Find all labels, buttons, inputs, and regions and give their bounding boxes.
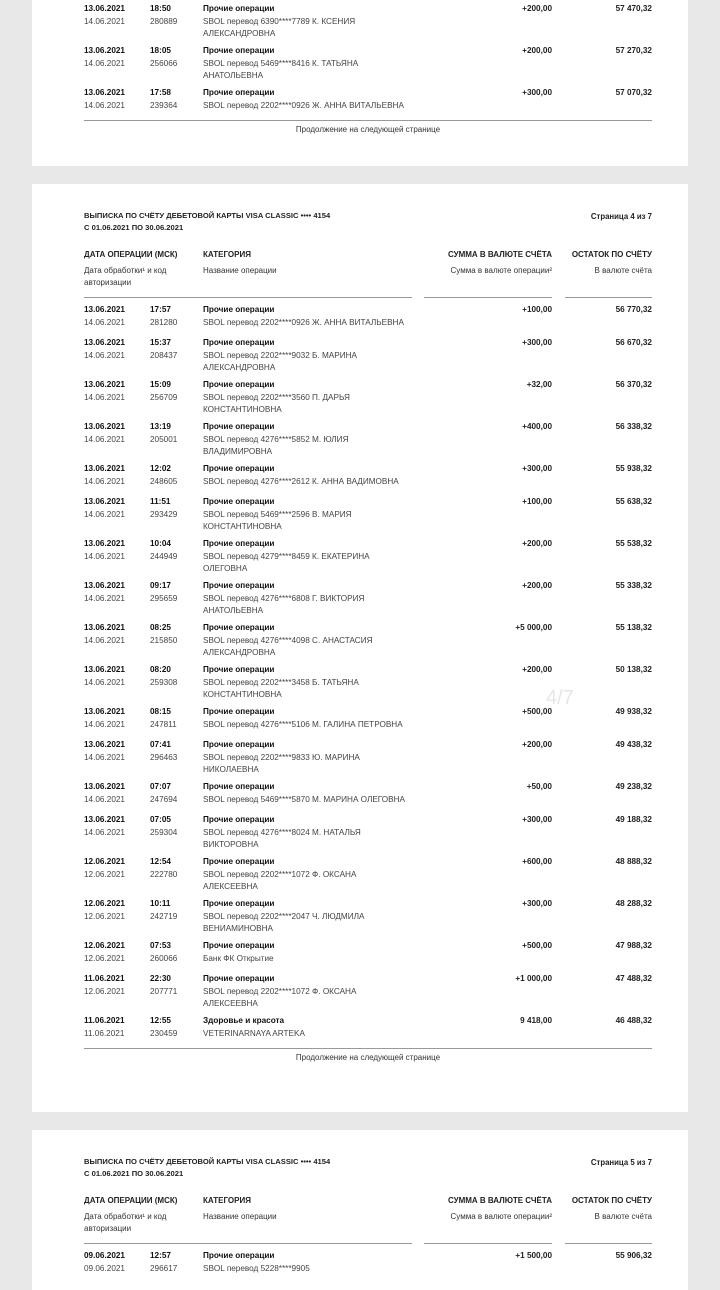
- auth-code: 295659: [150, 594, 178, 603]
- operation-time: 17:58: [150, 88, 171, 97]
- operation-description: SBOL перевод 4276****2612 К. АННА ВАДИМОВНА: [203, 477, 399, 486]
- row-date-cell: [84, 45, 146, 70]
- operation-date: 13.06.2021: [84, 46, 125, 55]
- operation-description: SBOL перевод 2202****1072 Ф. ОКСАНА АЛЕКСЕЕВНА: [203, 987, 357, 1008]
- statement-title: [84, 1156, 330, 1180]
- account-balance: 49 438,32: [615, 740, 652, 749]
- operation-date: 13.06.2021: [84, 782, 125, 791]
- row-time-cell: [150, 45, 202, 70]
- processing-date: 12.06.2021: [84, 870, 125, 879]
- operation-amount: +200,00: [522, 4, 552, 13]
- operation-date: 13.06.2021: [84, 665, 125, 674]
- header-underline: [565, 1243, 652, 1244]
- row-date-cell: [84, 739, 146, 764]
- operation-amount: +200,00: [522, 740, 552, 749]
- operation-time: 08:25: [150, 623, 171, 632]
- row-category-cell: [203, 622, 408, 659]
- account-balance: 56 670,32: [615, 338, 652, 347]
- statement-period: С 01.06.2021 ПО 30.06.2021: [84, 223, 184, 232]
- auth-code: 293429: [150, 510, 178, 519]
- row-date-cell: [84, 664, 146, 689]
- account-balance: 55 938,32: [615, 464, 652, 473]
- operation-amount: +500,00: [522, 707, 552, 716]
- col-header-date: [84, 249, 194, 289]
- operation-amount: +600,00: [522, 857, 552, 866]
- processing-date: 09.06.2021: [84, 1264, 125, 1273]
- account-balance: 49 188,32: [615, 815, 652, 824]
- auth-code: 239364: [150, 101, 178, 110]
- auth-code: 242719: [150, 912, 178, 921]
- row-time-cell: [150, 463, 202, 488]
- operation-amount: +300,00: [522, 338, 552, 347]
- operation-date: 13.06.2021: [84, 581, 125, 590]
- auth-code: 281280: [150, 318, 178, 327]
- operation-description: SBOL перевод 2202****1072 Ф. ОКСАНА АЛЕКСЕЕВНА: [203, 870, 357, 891]
- auth-code: 205001: [150, 435, 178, 444]
- operation-amount: +300,00: [522, 899, 552, 908]
- operation-time: 08:20: [150, 665, 171, 674]
- operation-description: SBOL перевод 4276****5852 М. ЮЛИЯ ВЛАДИМИРОВНА: [203, 435, 349, 456]
- operation-amount: +300,00: [522, 815, 552, 824]
- operation-category: Прочие операции: [203, 581, 275, 590]
- row-time-cell: [150, 337, 202, 362]
- account-balance: 56 770,32: [615, 305, 652, 314]
- row-time-cell: [150, 304, 202, 329]
- col-header-category: [203, 249, 403, 277]
- operation-description: SBOL перевод 5469****2596 В. МАРИЯ КОНСТАНТИНОВНА: [203, 510, 352, 531]
- auth-code: 280889: [150, 17, 178, 26]
- processing-date: 14.06.2021: [84, 351, 125, 360]
- operation-amount: +50,00: [526, 782, 552, 791]
- operation-description: SBOL перевод 2202****2047 Ч. ЛЮДМИЛА ВЕНИАМИНОВНА: [203, 912, 365, 933]
- row-category-cell: [203, 496, 408, 533]
- col-balance-title: ОСТАТОК ПО СЧЁТУ: [571, 250, 652, 259]
- statement-period: С 01.06.2021 ПО 30.06.2021: [84, 1169, 184, 1178]
- account-balance: 48 888,32: [615, 857, 652, 866]
- operation-date: 13.06.2021: [84, 740, 125, 749]
- operation-amount: +200,00: [522, 665, 552, 674]
- operation-category: Прочие операции: [203, 422, 275, 431]
- auth-code: 230459: [150, 1029, 178, 1038]
- operation-time: 07:05: [150, 815, 171, 824]
- auth-code: 247694: [150, 795, 178, 804]
- operation-time: 17:57: [150, 305, 171, 314]
- row-date-cell: [84, 87, 146, 112]
- row-date-cell: [84, 421, 146, 446]
- row-time-cell: [150, 706, 202, 731]
- auth-code: 208437: [150, 351, 178, 360]
- processing-date: 14.06.2021: [84, 795, 125, 804]
- operation-description: SBOL перевод 4279****8459 К. ЕКАТЕРИНА ОЛЕГОВНА: [203, 552, 370, 573]
- operation-time: 11:51: [150, 497, 171, 506]
- operation-date: 13.06.2021: [84, 380, 125, 389]
- auth-code: 296617: [150, 1264, 178, 1273]
- operation-date: 11.06.2021: [84, 1016, 125, 1025]
- row-date-cell: [84, 337, 146, 362]
- operation-category: Прочие операции: [203, 974, 275, 983]
- row-time-cell: [150, 1015, 202, 1040]
- operation-date: 12.06.2021: [84, 899, 125, 908]
- row-date-cell: [84, 580, 146, 605]
- row-category-cell: [203, 337, 408, 374]
- row-category-cell: [203, 463, 408, 488]
- page-number: Страница 5 из 7: [590, 1158, 652, 1167]
- continued-note: Продолжение на следующей странице: [295, 125, 441, 134]
- auth-code: 259308: [150, 678, 178, 687]
- header-underline: [424, 1243, 552, 1244]
- operation-date: 09.06.2021: [84, 1251, 125, 1260]
- col-header-date: [84, 1195, 194, 1235]
- row-category-cell: [203, 856, 408, 893]
- page-number: Страница 4 из 7: [590, 212, 652, 221]
- row-date-cell: [84, 379, 146, 404]
- col-balance-subtitle: В валюте счёта: [594, 1212, 652, 1221]
- col-amount-title: СУММА В ВАЛЮТЕ СЧЁТА: [447, 1196, 552, 1205]
- operation-category: Прочие операции: [203, 782, 275, 791]
- row-category-cell: [203, 379, 408, 416]
- row-category-cell: [203, 814, 408, 851]
- col-header-category: [203, 1195, 403, 1223]
- row-category-cell: [203, 898, 408, 935]
- row-time-cell: [150, 87, 202, 112]
- operation-amount: +200,00: [522, 539, 552, 548]
- operation-time: 12:54: [150, 857, 171, 866]
- row-time-cell: [150, 622, 202, 647]
- operation-date: 11.06.2021: [84, 974, 125, 983]
- operation-description: VETERINARNAYA ARTEKA: [203, 1029, 305, 1038]
- operation-date: 13.06.2021: [84, 707, 125, 716]
- row-date-cell: [84, 538, 146, 563]
- operation-description: SBOL перевод 2202****3458 Б. ТАТЬЯНА КОНСТАНТИНОВНА: [203, 678, 359, 699]
- operation-category: Прочие операции: [203, 815, 275, 824]
- operation-time: 15:09: [150, 380, 171, 389]
- row-category-cell: [203, 739, 408, 776]
- operation-date: 13.06.2021: [84, 305, 125, 314]
- operation-time: 18:05: [150, 46, 171, 55]
- operation-category: Прочие операции: [203, 497, 275, 506]
- operation-time: 18:50: [150, 4, 171, 13]
- operation-time: 10:11: [150, 899, 171, 908]
- col-date-title: ДАТА ОПЕРАЦИИ (МСК): [84, 1196, 178, 1205]
- auth-code: 247811: [150, 720, 177, 729]
- auth-code: 222780: [150, 870, 178, 879]
- account-balance: 46 488,32: [615, 1016, 652, 1025]
- processing-date: 14.06.2021: [84, 636, 125, 645]
- operation-amount: +200,00: [522, 46, 552, 55]
- account-balance: 56 370,32: [615, 380, 652, 389]
- auth-code: 207771: [150, 987, 178, 996]
- operation-time: 12:55: [150, 1016, 171, 1025]
- account-balance: 57 470,32: [615, 4, 652, 13]
- row-date-cell: [84, 304, 146, 329]
- row-category-cell: [203, 87, 408, 112]
- col-category-title: КАТЕГОРИЯ: [203, 250, 251, 259]
- row-date-cell: [84, 856, 146, 881]
- account-balance: 50 138,32: [615, 665, 652, 674]
- header-underline: [424, 297, 552, 298]
- operation-amount: +200,00: [522, 581, 552, 590]
- operation-amount: +400,00: [522, 422, 552, 431]
- statement-title: [84, 210, 330, 234]
- account-balance: 55 338,32: [615, 581, 652, 590]
- row-category-cell: [203, 538, 408, 575]
- row-time-cell: [150, 379, 202, 404]
- row-category-cell: [203, 45, 408, 82]
- continued-note: Продолжение на следующей странице: [295, 1053, 441, 1062]
- processing-date: 14.06.2021: [84, 17, 125, 26]
- statement-page-4: [32, 184, 688, 1112]
- operation-amount: +1 500,00: [515, 1251, 552, 1260]
- processing-date: 14.06.2021: [84, 552, 125, 561]
- operation-time: 09:17: [150, 581, 171, 590]
- row-date-cell: [84, 898, 146, 923]
- header-underline: [84, 297, 412, 298]
- row-time-cell: [150, 739, 202, 764]
- auth-code: 244949: [150, 552, 178, 561]
- operation-description: SBOL перевод 2202****9032 Б. МАРИНА АЛЕКСАНДРОВНА: [203, 351, 357, 372]
- operation-category: Прочие операции: [203, 941, 275, 950]
- row-category-cell: [203, 781, 408, 806]
- col-header-balance: [552, 1195, 652, 1223]
- processing-date: 14.06.2021: [84, 59, 125, 68]
- operation-amount: +1 000,00: [515, 974, 552, 983]
- processing-date: 12.06.2021: [84, 987, 125, 996]
- operation-category: Прочие операции: [203, 88, 275, 97]
- col-category-subtitle: Название операции: [203, 266, 277, 275]
- row-category-cell: [203, 580, 408, 617]
- operation-date: 13.06.2021: [84, 4, 125, 13]
- operation-time: 07:41: [150, 740, 171, 749]
- processing-date: 14.06.2021: [84, 678, 125, 687]
- page-watermark: 4/7: [546, 687, 574, 709]
- row-time-cell: [150, 496, 202, 521]
- processing-date: 14.06.2021: [84, 318, 125, 327]
- operation-description: SBOL перевод 6390****7789 К. КСЕНИЯ АЛЕКСАНДРОВНА: [203, 17, 356, 38]
- operation-category: Прочие операции: [203, 380, 275, 389]
- account-balance: 48 288,32: [615, 899, 652, 908]
- header-underline: [84, 1243, 412, 1244]
- col-balance-subtitle: В валюте счёта: [594, 266, 652, 275]
- operation-date: 13.06.2021: [84, 464, 125, 473]
- operation-time: 15:37: [150, 338, 171, 347]
- row-category-cell: [203, 1250, 408, 1275]
- operation-amount: +500,00: [522, 941, 552, 950]
- operation-time: 07:07: [150, 782, 171, 791]
- operation-amount: +300,00: [522, 88, 552, 97]
- col-header-amount: [422, 1195, 552, 1223]
- auth-code: 259304: [150, 828, 178, 837]
- row-date-cell: [84, 973, 146, 998]
- row-category-cell: [203, 940, 408, 965]
- row-date-cell: [84, 463, 146, 488]
- operation-date: 12.06.2021: [84, 941, 125, 950]
- account-balance: 55 138,32: [615, 623, 652, 632]
- row-time-cell: [150, 538, 202, 563]
- row-time-cell: [150, 1250, 202, 1275]
- account-balance: 57 070,32: [615, 88, 652, 97]
- operation-date: 13.06.2021: [84, 539, 125, 548]
- row-date-cell: [84, 781, 146, 806]
- row-category-cell: [203, 3, 408, 40]
- operation-category: Здоровье и красота: [203, 1016, 285, 1025]
- row-time-cell: [150, 421, 202, 446]
- operation-category: Прочие операции: [203, 46, 275, 55]
- account-balance: 55 538,32: [615, 539, 652, 548]
- processing-date: 14.06.2021: [84, 753, 125, 762]
- operation-amount: +5 000,00: [515, 623, 552, 632]
- row-time-cell: [150, 856, 202, 881]
- row-date-cell: [84, 940, 146, 965]
- operation-category: Прочие операции: [203, 740, 275, 749]
- col-amount-subtitle: Сумма в валюте операции²: [450, 266, 552, 275]
- operation-category: Прочие операции: [203, 338, 275, 347]
- operation-amount: +300,00: [522, 464, 552, 473]
- col-amount-subtitle: Сумма в валюте операции²: [450, 1212, 552, 1221]
- account-balance: 55 638,32: [615, 497, 652, 506]
- row-date-cell: [84, 1250, 146, 1275]
- header-underline: [565, 297, 652, 298]
- operation-time: 07:53: [150, 941, 171, 950]
- processing-date: 14.06.2021: [84, 435, 125, 444]
- table-end-line: [84, 120, 652, 121]
- operation-category: Прочие операции: [203, 1251, 275, 1260]
- row-time-cell: [150, 664, 202, 689]
- operation-time: 22:30: [150, 974, 171, 983]
- auth-code: 260066: [150, 954, 178, 963]
- row-category-cell: [203, 706, 408, 731]
- table-end-line: [84, 1048, 652, 1049]
- row-category-cell: [203, 421, 408, 458]
- operation-amount: 9 418,00: [520, 1016, 552, 1025]
- row-date-cell: [84, 496, 146, 521]
- operation-time: 13:19: [150, 422, 171, 431]
- row-time-cell: [150, 973, 202, 998]
- row-category-cell: [203, 304, 408, 329]
- auth-code: 248605: [150, 477, 178, 486]
- processing-date: 14.06.2021: [84, 393, 125, 402]
- operation-time: 10:04: [150, 539, 171, 548]
- operation-date: 12.06.2021: [84, 857, 125, 866]
- operation-description: SBOL перевод 4276****8024 М. НАТАЛЬЯ ВИКТОРОВНА: [203, 828, 361, 849]
- col-amount-title: СУММА В ВАЛЮТЕ СЧЁТА: [447, 250, 552, 259]
- operation-category: Прочие операции: [203, 707, 275, 716]
- row-category-cell: [203, 664, 408, 701]
- col-category-title: КАТЕГОРИЯ: [203, 1196, 251, 1205]
- operation-date: 13.06.2021: [84, 338, 125, 347]
- operation-description: SBOL перевод 2202****3560 П. ДАРЬЯ КОНСТАНТИНОВНА: [203, 393, 350, 414]
- account-balance: 49 938,32: [615, 707, 652, 716]
- col-date-subtitle: Дата обработки¹ и код авторизации: [84, 266, 167, 287]
- row-category-cell: [203, 973, 408, 1010]
- operation-category: Прочие операции: [203, 665, 275, 674]
- row-time-cell: [150, 898, 202, 923]
- account-balance: 49 238,32: [615, 782, 652, 791]
- col-date-subtitle: Дата обработки¹ и код авторизации: [84, 1212, 167, 1233]
- row-category-cell: [203, 1015, 408, 1040]
- row-time-cell: [150, 940, 202, 965]
- operation-amount: +100,00: [522, 305, 552, 314]
- account-balance: 55 906,32: [615, 1251, 652, 1260]
- operation-time: 08:15: [150, 707, 171, 716]
- operation-description: SBOL перевод 4276****5106 М. ГАЛИНА ПЕТРОВНА: [203, 720, 403, 729]
- col-balance-title: ОСТАТОК ПО СЧЁТУ: [571, 1196, 652, 1205]
- processing-date: 14.06.2021: [84, 828, 125, 837]
- row-date-cell: [84, 622, 146, 647]
- operation-description: SBOL перевод 4276****6808 Г. ВИКТОРИЯ АНАТОЛЬЕВНА: [203, 594, 365, 615]
- operation-category: Прочие операции: [203, 4, 275, 13]
- operation-description: SBOL перевод 2202****0926 Ж. АННА ВИТАЛЬЕВНА: [203, 318, 404, 327]
- operation-date: 13.06.2021: [84, 497, 125, 506]
- statement-page-3: [32, 0, 688, 166]
- col-date-title: ДАТА ОПЕРАЦИИ (МСК): [84, 250, 178, 259]
- operation-amount: +32,00: [526, 380, 552, 389]
- auth-code: 256709: [150, 393, 178, 402]
- col-header-balance: [552, 249, 652, 277]
- operation-date: 13.06.2021: [84, 623, 125, 632]
- row-time-cell: [150, 814, 202, 839]
- operation-amount: +100,00: [522, 497, 552, 506]
- processing-date: 14.06.2021: [84, 720, 125, 729]
- processing-date: 14.06.2021: [84, 594, 125, 603]
- row-date-cell: [84, 3, 146, 28]
- account-balance: 56 338,32: [615, 422, 652, 431]
- row-time-cell: [150, 580, 202, 605]
- processing-date: 14.06.2021: [84, 477, 125, 486]
- operation-category: Прочие операции: [203, 857, 275, 866]
- processing-date: 14.06.2021: [84, 510, 125, 519]
- operation-date: 13.06.2021: [84, 422, 125, 431]
- operation-description: SBOL перевод 5469****5870 М. МАРИНА ОЛЕГОВНА: [203, 795, 405, 804]
- statement-page-5: [32, 1130, 688, 1290]
- operation-description: SBOL перевод 4276****4098 С. АНАСТАСИЯ АЛЕКСАНДРОВНА: [203, 636, 373, 657]
- operation-category: Прочие операции: [203, 464, 275, 473]
- statement-title-text: ВЫПИСКА ПО СЧЁТУ ДЕБЕТОВОЙ КАРТЫ VISA CLASSIC •••• 4154: [84, 1157, 331, 1166]
- operation-category: Прочие операции: [203, 623, 275, 632]
- processing-date: 14.06.2021: [84, 101, 125, 110]
- row-date-cell: [84, 1015, 146, 1040]
- operation-description: Банк ФК Открытие: [203, 954, 274, 963]
- operation-description: SBOL перевод 5228****9905: [203, 1264, 310, 1273]
- operation-category: Прочие операции: [203, 305, 275, 314]
- statement-title-text: ВЫПИСКА ПО СЧЁТУ ДЕБЕТОВОЙ КАРТЫ VISA CLASSIC •••• 4154: [84, 211, 331, 220]
- row-date-cell: [84, 706, 146, 731]
- row-time-cell: [150, 781, 202, 806]
- row-time-cell: [150, 3, 202, 28]
- processing-date: 11.06.2021: [84, 1029, 125, 1038]
- operation-date: 13.06.2021: [84, 815, 125, 824]
- auth-code: 256066: [150, 59, 178, 68]
- account-balance: 47 488,32: [615, 974, 652, 983]
- operation-time: 12:02: [150, 464, 171, 473]
- operation-category: Прочие операции: [203, 899, 275, 908]
- auth-code: 215850: [150, 636, 178, 645]
- operation-date: 13.06.2021: [84, 88, 125, 97]
- auth-code: 296463: [150, 753, 178, 762]
- account-balance: 57 270,32: [615, 46, 652, 55]
- operation-description: SBOL перевод 5469****8416 К. ТАТЬЯНА АНАТОЛЬЕВНА: [203, 59, 359, 80]
- processing-date: 12.06.2021: [84, 954, 125, 963]
- operation-category: Прочие операции: [203, 539, 275, 548]
- row-date-cell: [84, 814, 146, 839]
- col-header-amount: [422, 249, 552, 277]
- col-category-subtitle: Название операции: [203, 1212, 277, 1221]
- operation-description: SBOL перевод 2202****0926 Ж. АННА ВИТАЛЬЕВНА: [203, 101, 404, 110]
- operation-time: 12:57: [150, 1251, 171, 1260]
- operation-description: SBOL перевод 2202****9833 Ю. МАРИНА НИКОЛАЕВНА: [203, 753, 360, 774]
- processing-date: 12.06.2021: [84, 912, 125, 921]
- account-balance: 47 988,32: [615, 941, 652, 950]
